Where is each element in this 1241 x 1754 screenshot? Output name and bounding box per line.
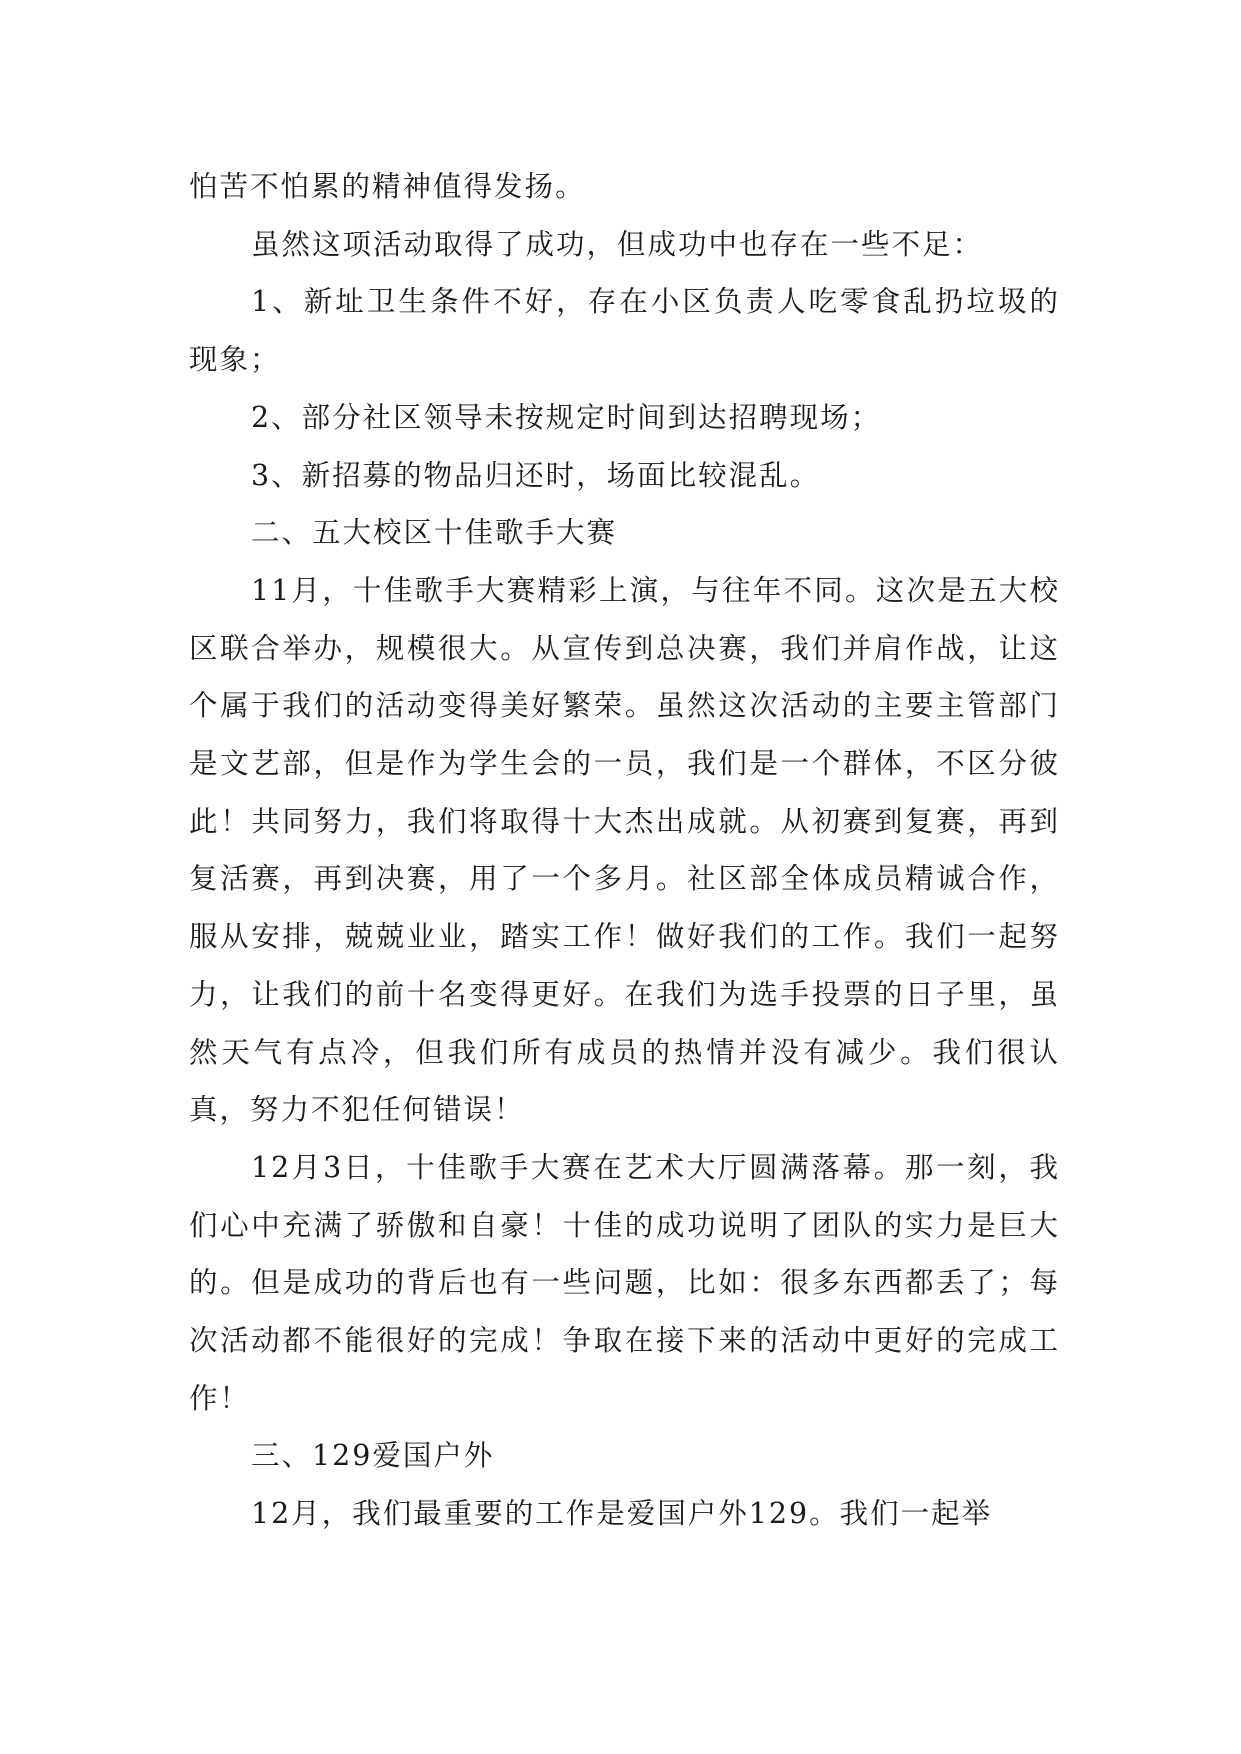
paragraph: 12月3日，十佳歌手大赛在艺术大厅圆满落幕。那一刻，我们心中充满了骄傲和自豪！十佳的成功说明了团队的实力是巨大的。但是成功的背后也有一些问题，比如：很多东西都丢了；每次活动都不能很好的完成！争取在接下来的活动中更好的完成工作！ <box>189 1150 1060 1415</box>
list-item: 3、新招募的物品归还时，场面比较混乱。 <box>251 458 821 492</box>
document-body <box>189 158 1060 1543</box>
list-item: 1、新址卫生条件不好，存在小区负责人吃零食乱扔垃圾的现象； <box>189 285 1060 377</box>
section-heading: 二、五大校区十佳歌手大赛 <box>251 516 618 550</box>
section-heading: 三、129爱国户外 <box>251 1439 495 1473</box>
paragraph: 12月，我们最重要的工作是爱国户外129。我们一起举 <box>251 1497 993 1531</box>
paragraph: 怕苦不怕累的精神值得发扬。 <box>189 170 586 203</box>
list-item: 2、部分社区领导未按规定时间到达招聘现场； <box>251 400 882 434</box>
paragraph: 虽然这项活动取得了成功，但成功中也存在一些不足： <box>251 227 984 261</box>
paragraph: 11月，十佳歌手大赛精彩上演，与往年不同。这次是五大校区联合举办，规模很大。从宣传到总决赛，我们并肩作战，让这个属于我们的活动变得美好繁荣。虽然这次活动的主要主管部门是文艺部，但是作为学生会的一员，我们是一个群体，不区分彼此！共同努力，我们将取得十大杰出成就。从初赛到复赛，再到复活赛，再到决赛，用了一个多月。社区部全体成员精诚合作，服从安排，兢兢业业，踏实工作！做好我们的工作。我们一起努力，让我们的前十名变得更好。在我们为选手投票的日子里，虽然天气有点冷，但我们所有成员的热情并没有减少。我们很认真，努力不犯任何错误！ <box>189 573 1060 1127</box>
